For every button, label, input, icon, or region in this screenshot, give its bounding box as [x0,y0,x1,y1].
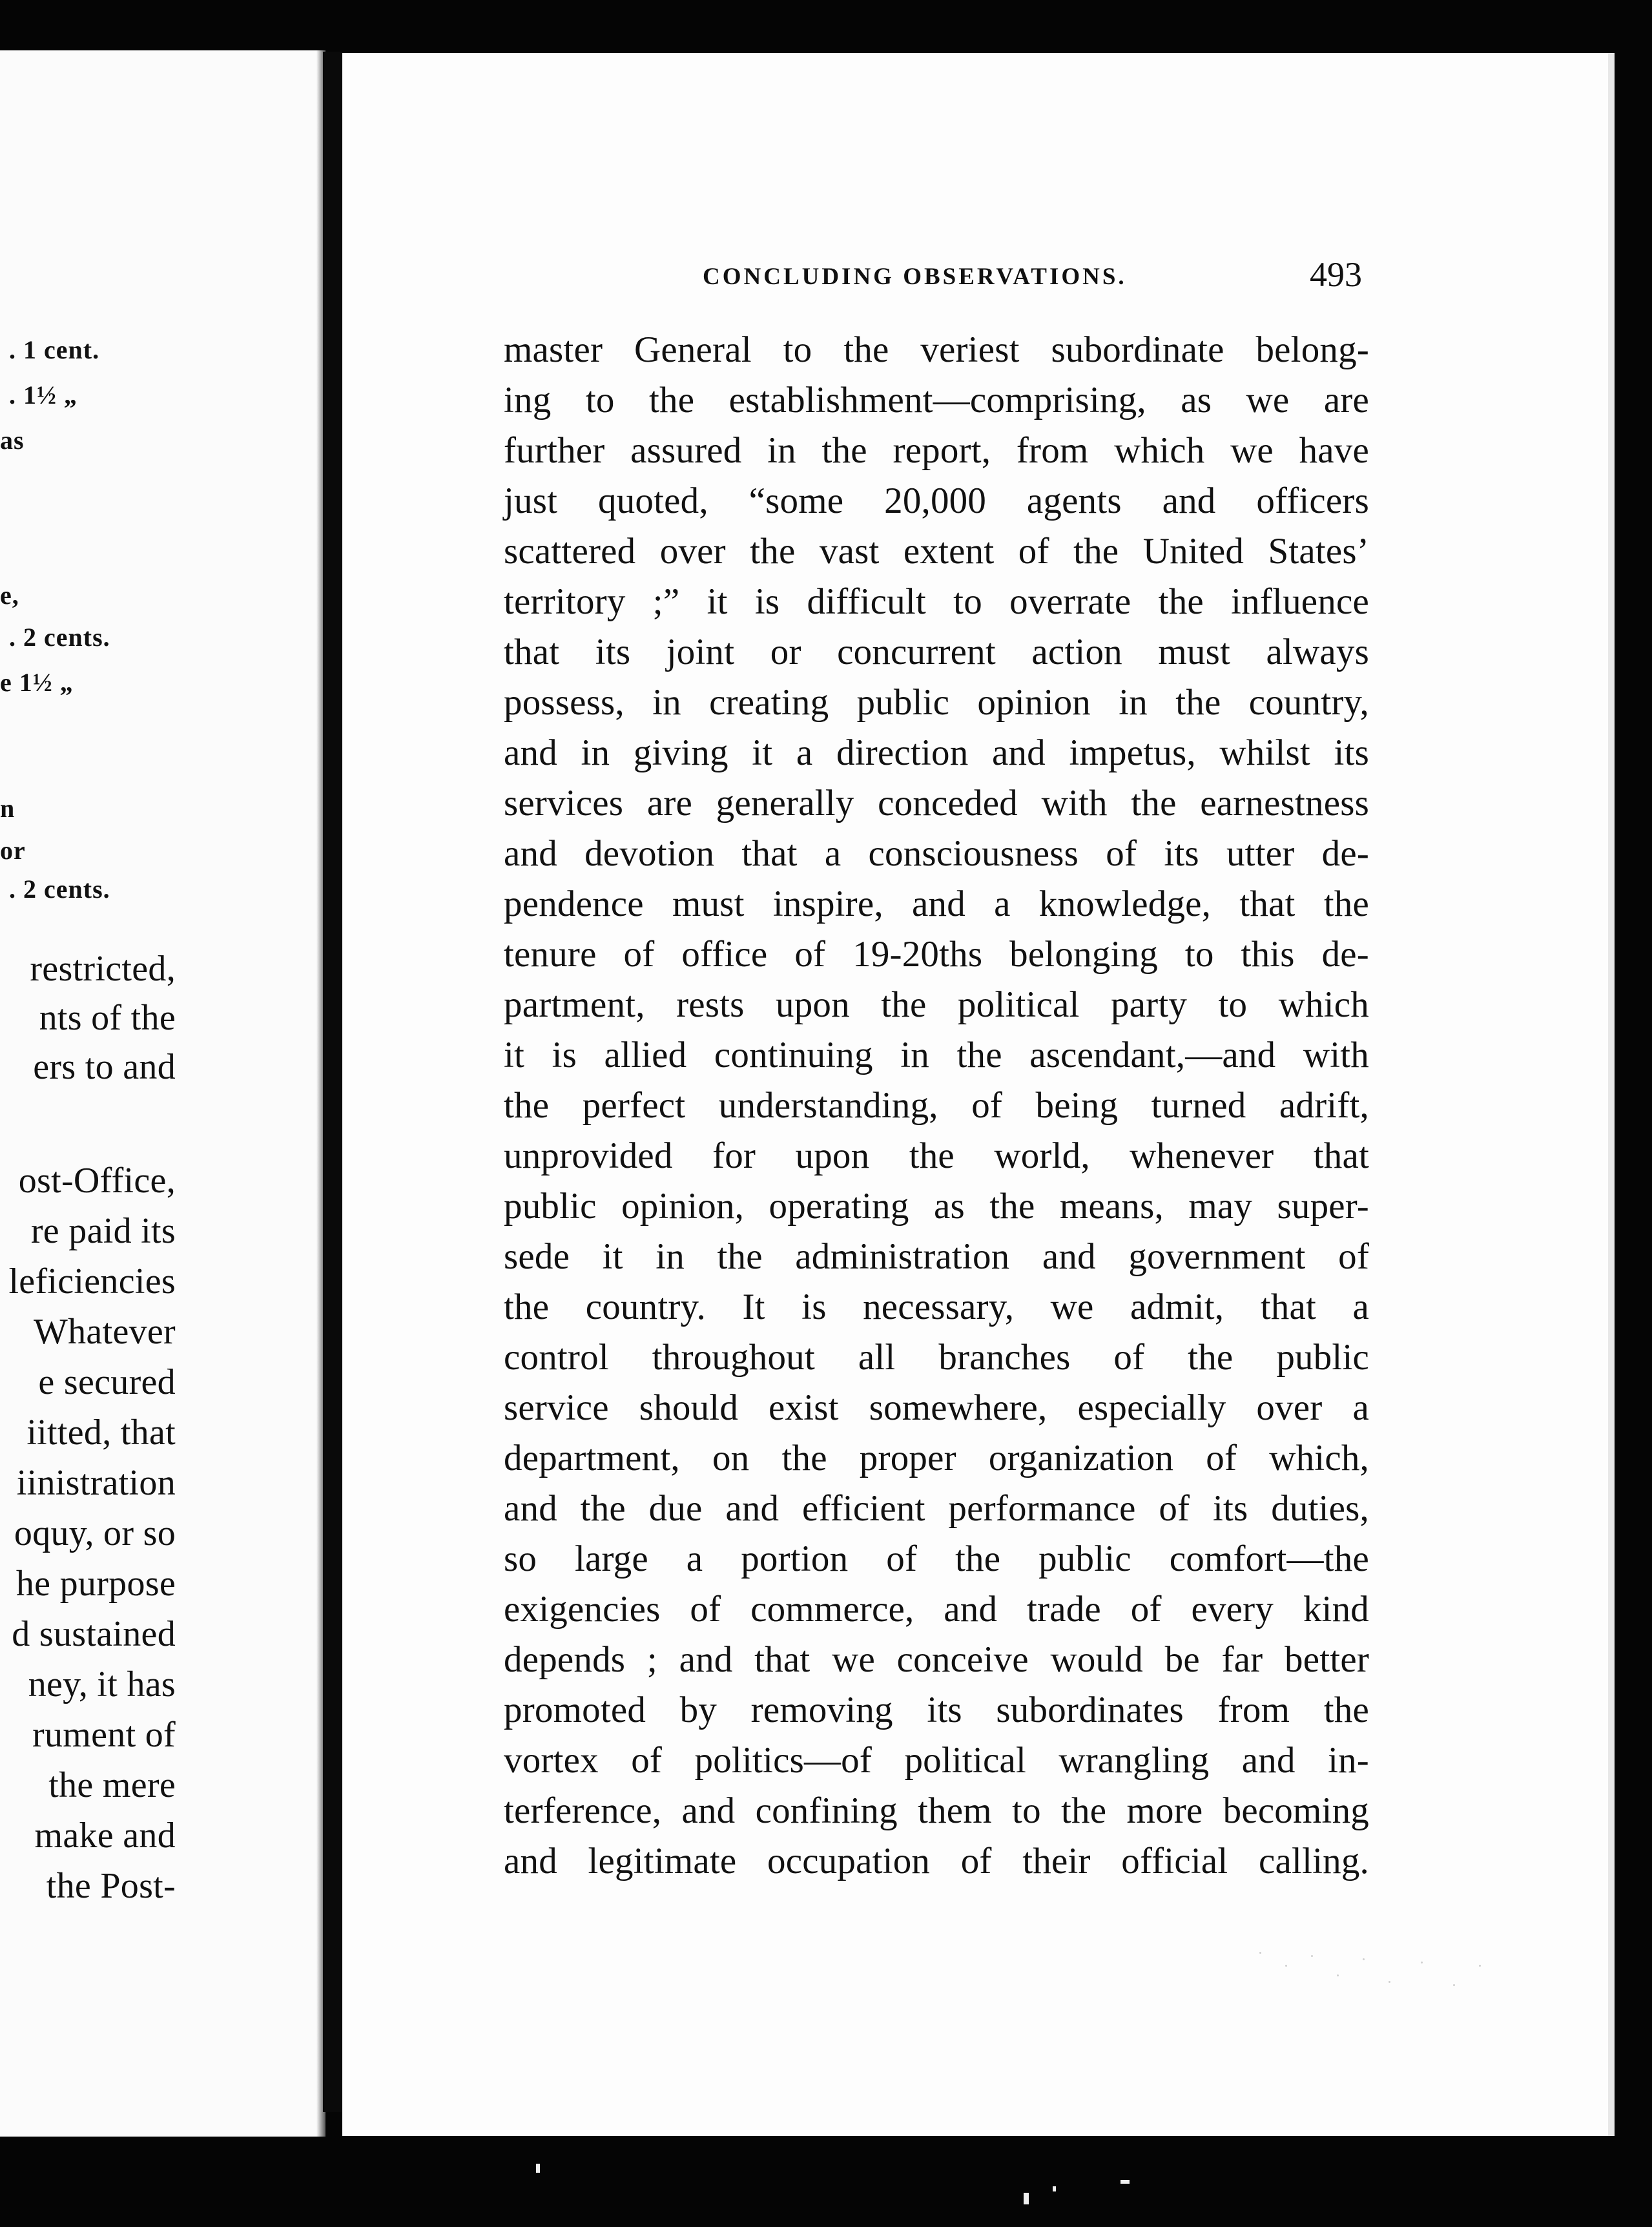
scan-mark [1120,2180,1130,2184]
left-text-line: re paid its [30,1211,176,1251]
body-line: service should exist somewhere, especially over a [504,1387,1369,1428]
scan-speck [1421,1962,1423,1963]
scan-mark [536,2164,540,2173]
scan-speck [1479,1965,1481,1967]
body-line: tenure of office of 19-20ths belonging to this de- [504,934,1369,975]
page-edge [1608,53,1615,2136]
body-line: and legitimate occupation of their official calling. [504,1841,1369,1881]
left-rate-row: . 2 cents. [9,875,110,904]
body-line: promoted by removing its subordinates from the [504,1690,1369,1730]
left-text-line: the mere [48,1765,176,1805]
body-line: the country. It is necessary, we admit, that a [504,1287,1369,1327]
left-text-line: rument of [32,1715,176,1755]
left-text-line: make and [34,1816,176,1856]
left-rate-row: e 1½ „ [0,668,74,697]
body-line: public opinion, operating as the means, may super- [504,1186,1369,1227]
body-line: services are generally conceded with the earnestness [504,783,1369,823]
body-line: and in giving it a direction and impetus, whilst its [504,732,1369,773]
left-text-line: he purpose [15,1564,176,1604]
body-line: it is allied continuing in the ascendant,—and with [504,1035,1369,1075]
left-rate-row: . 2 cents. [9,623,110,652]
scan-speck [1311,1955,1313,1957]
body-line: and the due and efficient performance of its duties, [504,1488,1369,1529]
right-page [342,53,1608,2136]
body-line: department, on the proper organization of which, [504,1438,1369,1478]
left-text-line: nts of the [39,998,176,1038]
running-head: CONCLUDING OBSERVATIONS. [703,264,1127,290]
left-text-line: d sustained [12,1614,176,1654]
left-text-line: iinistration [16,1463,176,1503]
left-text-line: Whatever [33,1312,176,1352]
scan-speck [1453,1984,1455,1986]
scan-speck [1363,1958,1365,1960]
body-line: vortex of politics—of political wrangling and in- [504,1740,1369,1781]
scan-mark [1024,2193,1029,2204]
left-rate-row: as [0,426,25,455]
body-line: pendence must inspire, and a knowledge, that the [504,884,1369,924]
body-line: further assured in the report, from which we have [504,430,1369,471]
left-text-line: ost-Office, [18,1161,176,1201]
scan-speck [1285,1965,1287,1967]
scan-speck [1259,1952,1261,1954]
body-line: just quoted, “some 20,000 agents and officers [504,481,1369,521]
left-rate-row: . 1½ „ [9,380,77,409]
body-line: control throughout all branches of the public [504,1337,1369,1378]
book-gutter [323,52,342,2112]
body-line: sede it in the administration and government of [504,1236,1369,1277]
body-line: unprovided for upon the world, whenever that [504,1135,1369,1176]
body-line: terference, and confining them to the more becoming [504,1790,1369,1831]
body-line: the perfect understanding, of being turned adrift, [504,1085,1369,1126]
body-line: master General to the veriest subordinate belong- [504,329,1369,370]
left-text-line: oquy, or so [14,1513,176,1553]
scan-speck [1337,1974,1339,1976]
body-line: territory ;” it is difficult to overrate the influence [504,581,1369,622]
body-line: possess, in creating public opinion in the country, [504,682,1369,723]
left-text-line: the Post- [46,1866,176,1906]
left-text-line: restricted, [30,949,176,989]
body-line: ing to the establishment—comprising, as we are [504,380,1369,420]
left-text-line: e secured [38,1362,176,1402]
left-rate-row: e, [0,581,19,610]
body-line: so large a portion of the public comfort—the [504,1538,1369,1579]
page-number: 493 [1310,255,1362,294]
body-line: that its joint or concurrent action must always [504,632,1369,672]
body-line: and devotion that a consciousness of its utter de- [504,833,1369,874]
body-line: partment, rests upon the political party to which [504,984,1369,1025]
body-line: depends ; and that we conceive would be far better [504,1639,1369,1680]
left-text-line: iitted, that [26,1413,176,1453]
left-rate-row: n [0,794,15,823]
body-line: scattered over the vast extent of the United States’ [504,531,1369,572]
scan-speck [1389,1981,1390,1983]
left-text-line: ers to and [33,1047,176,1087]
left-rate-row: or [0,836,26,865]
left-text-line: leficiencies [8,1261,176,1301]
left-text-line: ney, it has [28,1664,176,1704]
left-page [0,50,323,2137]
body-line: exigencies of commerce, and trade of every kind [504,1589,1369,1630]
scan-mark [1053,2186,1056,2191]
left-rate-row: . 1 cent. [9,335,100,364]
